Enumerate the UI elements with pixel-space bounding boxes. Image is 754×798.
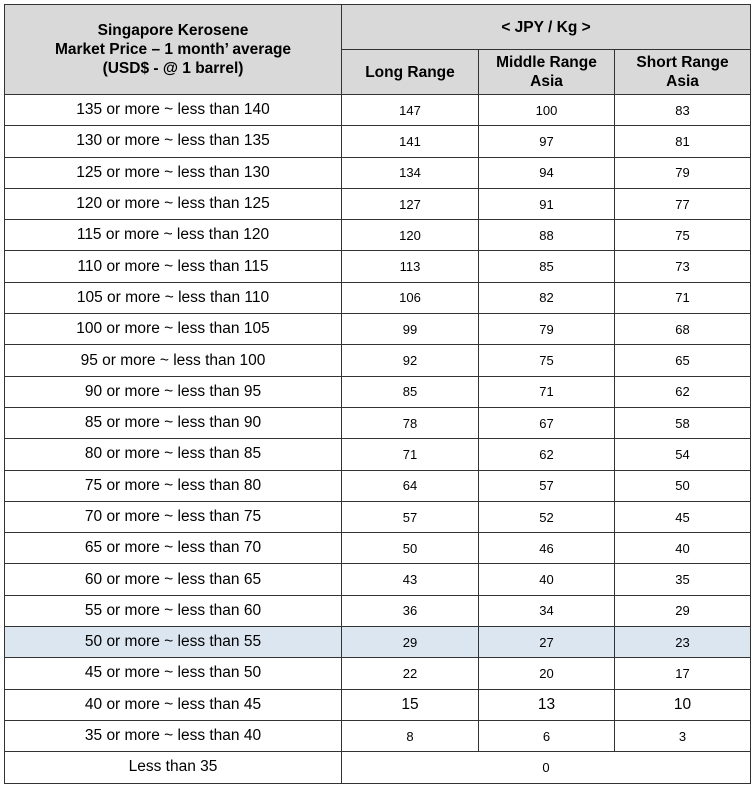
middle-range-line-2: Asia (530, 73, 563, 90)
table-row (5, 533, 751, 564)
long-range-value: 99 (342, 314, 479, 345)
middle-range-value: 40 (479, 564, 615, 595)
middle-range-value: 100 (479, 95, 615, 126)
table-body (5, 95, 751, 784)
price-range-cell: 60 or more ~ less than 65 (5, 564, 342, 595)
middle-range-line-1: Middle Range (496, 54, 597, 71)
middle-range-value: 91 (479, 188, 615, 219)
short-range-value: 45 (615, 501, 751, 532)
short-range-value: 10 (615, 689, 751, 720)
table-row (5, 220, 751, 251)
middle-range-value: 46 (479, 533, 615, 564)
table-row (5, 627, 751, 658)
table-row (5, 345, 751, 376)
price-range-cell: Less than 35 (5, 752, 342, 783)
short-range-value: 23 (615, 627, 751, 658)
long-range-value: 85 (342, 376, 479, 407)
price-range-cell: 95 or more ~ less than 100 (5, 345, 342, 376)
long-range-value: 92 (342, 345, 479, 376)
middle-range-value: 71 (479, 376, 615, 407)
short-range-value: 3 (615, 720, 751, 751)
long-range-value: 29 (342, 627, 479, 658)
price-range-cell: 50 or more ~ less than 55 (5, 627, 342, 658)
table-row (5, 470, 751, 501)
long-range-value: 36 (342, 595, 479, 626)
long-range-value: 147 (342, 95, 479, 126)
price-range-cell: 45 or more ~ less than 50 (5, 658, 342, 689)
middle-range-header (479, 50, 615, 95)
short-range-value: 54 (615, 439, 751, 470)
middle-range-value: 85 (479, 251, 615, 282)
price-range-cell: 65 or more ~ less than 70 (5, 533, 342, 564)
table-row (5, 595, 751, 626)
price-range-cell: 35 or more ~ less than 40 (5, 720, 342, 751)
short-range-value: 77 (615, 188, 751, 219)
table-row (5, 282, 751, 313)
middle-range-value: 52 (479, 501, 615, 532)
long-range-value: 78 (342, 407, 479, 438)
middle-range-value: 82 (479, 282, 615, 313)
table-row (5, 251, 751, 282)
price-range-cell: 40 or more ~ less than 45 (5, 689, 342, 720)
table-row (5, 126, 751, 157)
price-range-cell: 55 or more ~ less than 60 (5, 595, 342, 626)
short-range-value: 62 (615, 376, 751, 407)
short-range-value: 79 (615, 157, 751, 188)
short-range-value: 58 (615, 407, 751, 438)
table-row (5, 720, 751, 751)
table-row (5, 564, 751, 595)
price-range-cell: 80 or more ~ less than 85 (5, 439, 342, 470)
short-range-value: 50 (615, 470, 751, 501)
header-line-2: Market Price – 1 month’ average (54, 41, 292, 58)
middle-range-value: 94 (479, 157, 615, 188)
price-range-cell: 105 or more ~ less than 110 (5, 282, 342, 313)
long-range-value: 71 (342, 439, 479, 470)
short-range-value: 40 (615, 533, 751, 564)
short-range-line-2: Asia (666, 73, 699, 90)
price-range-cell: 135 or more ~ less than 140 (5, 95, 342, 126)
table-row (5, 439, 751, 470)
currency-unit-header: < JPY / Kg > (342, 5, 751, 50)
table-row (5, 376, 751, 407)
table-row (5, 95, 751, 126)
short-range-value: 83 (615, 95, 751, 126)
price-range-cell: 100 or more ~ less than 105 (5, 314, 342, 345)
long-range-value: 127 (342, 188, 479, 219)
short-range-value: 35 (615, 564, 751, 595)
table-row (5, 501, 751, 532)
short-range-value: 29 (615, 595, 751, 626)
long-range-value: 120 (342, 220, 479, 251)
short-range-header (615, 50, 751, 95)
table-row (5, 407, 751, 438)
short-range-value: 65 (615, 345, 751, 376)
long-range-value: 134 (342, 157, 479, 188)
long-range-value: 106 (342, 282, 479, 313)
short-range-value: 71 (615, 282, 751, 313)
price-range-cell: 75 or more ~ less than 80 (5, 470, 342, 501)
middle-range-value: 27 (479, 627, 615, 658)
middle-range-value: 57 (479, 470, 615, 501)
long-range-value: 50 (342, 533, 479, 564)
long-range-header: Long Range (342, 50, 479, 95)
fuel-surcharge-table (4, 4, 751, 784)
long-range-value: 15 (342, 689, 479, 720)
long-range-value: 141 (342, 126, 479, 157)
price-range-cell: 115 or more ~ less than 120 (5, 220, 342, 251)
all-ranges-value: 0 (342, 752, 751, 783)
short-range-value: 68 (615, 314, 751, 345)
price-range-cell: 130 or more ~ less than 135 (5, 126, 342, 157)
middle-range-value: 75 (479, 345, 615, 376)
price-range-cell: 70 or more ~ less than 75 (5, 501, 342, 532)
middle-range-value: 67 (479, 407, 615, 438)
table-row (5, 689, 751, 720)
middle-range-value: 97 (479, 126, 615, 157)
price-range-cell: 85 or more ~ less than 90 (5, 407, 342, 438)
middle-range-value: 79 (479, 314, 615, 345)
header-line-1: Singapore Kerosene (97, 22, 249, 39)
table-row (5, 752, 751, 783)
short-range-value: 73 (615, 251, 751, 282)
long-range-value: 113 (342, 251, 479, 282)
long-range-value: 57 (342, 501, 479, 532)
middle-range-value: 88 (479, 220, 615, 251)
long-range-value: 43 (342, 564, 479, 595)
short-range-line-1: Short Range (636, 54, 729, 71)
middle-range-value: 34 (479, 595, 615, 626)
price-range-header (5, 5, 342, 95)
header-line-3: (USD$ - @ 1 barrel) (102, 60, 244, 77)
middle-range-value: 20 (479, 658, 615, 689)
long-range-value: 64 (342, 470, 479, 501)
table-row (5, 157, 751, 188)
short-range-value: 81 (615, 126, 751, 157)
price-range-cell: 125 or more ~ less than 130 (5, 157, 342, 188)
middle-range-value: 62 (479, 439, 615, 470)
middle-range-value: 6 (479, 720, 615, 751)
middle-range-value: 13 (479, 689, 615, 720)
long-range-value: 22 (342, 658, 479, 689)
table-row (5, 188, 751, 219)
short-range-value: 17 (615, 658, 751, 689)
price-range-cell: 120 or more ~ less than 125 (5, 188, 342, 219)
table-row (5, 314, 751, 345)
table-row (5, 658, 751, 689)
short-range-value: 75 (615, 220, 751, 251)
price-range-cell: 110 or more ~ less than 115 (5, 251, 342, 282)
price-range-cell: 90 or more ~ less than 95 (5, 376, 342, 407)
long-range-value: 8 (342, 720, 479, 751)
